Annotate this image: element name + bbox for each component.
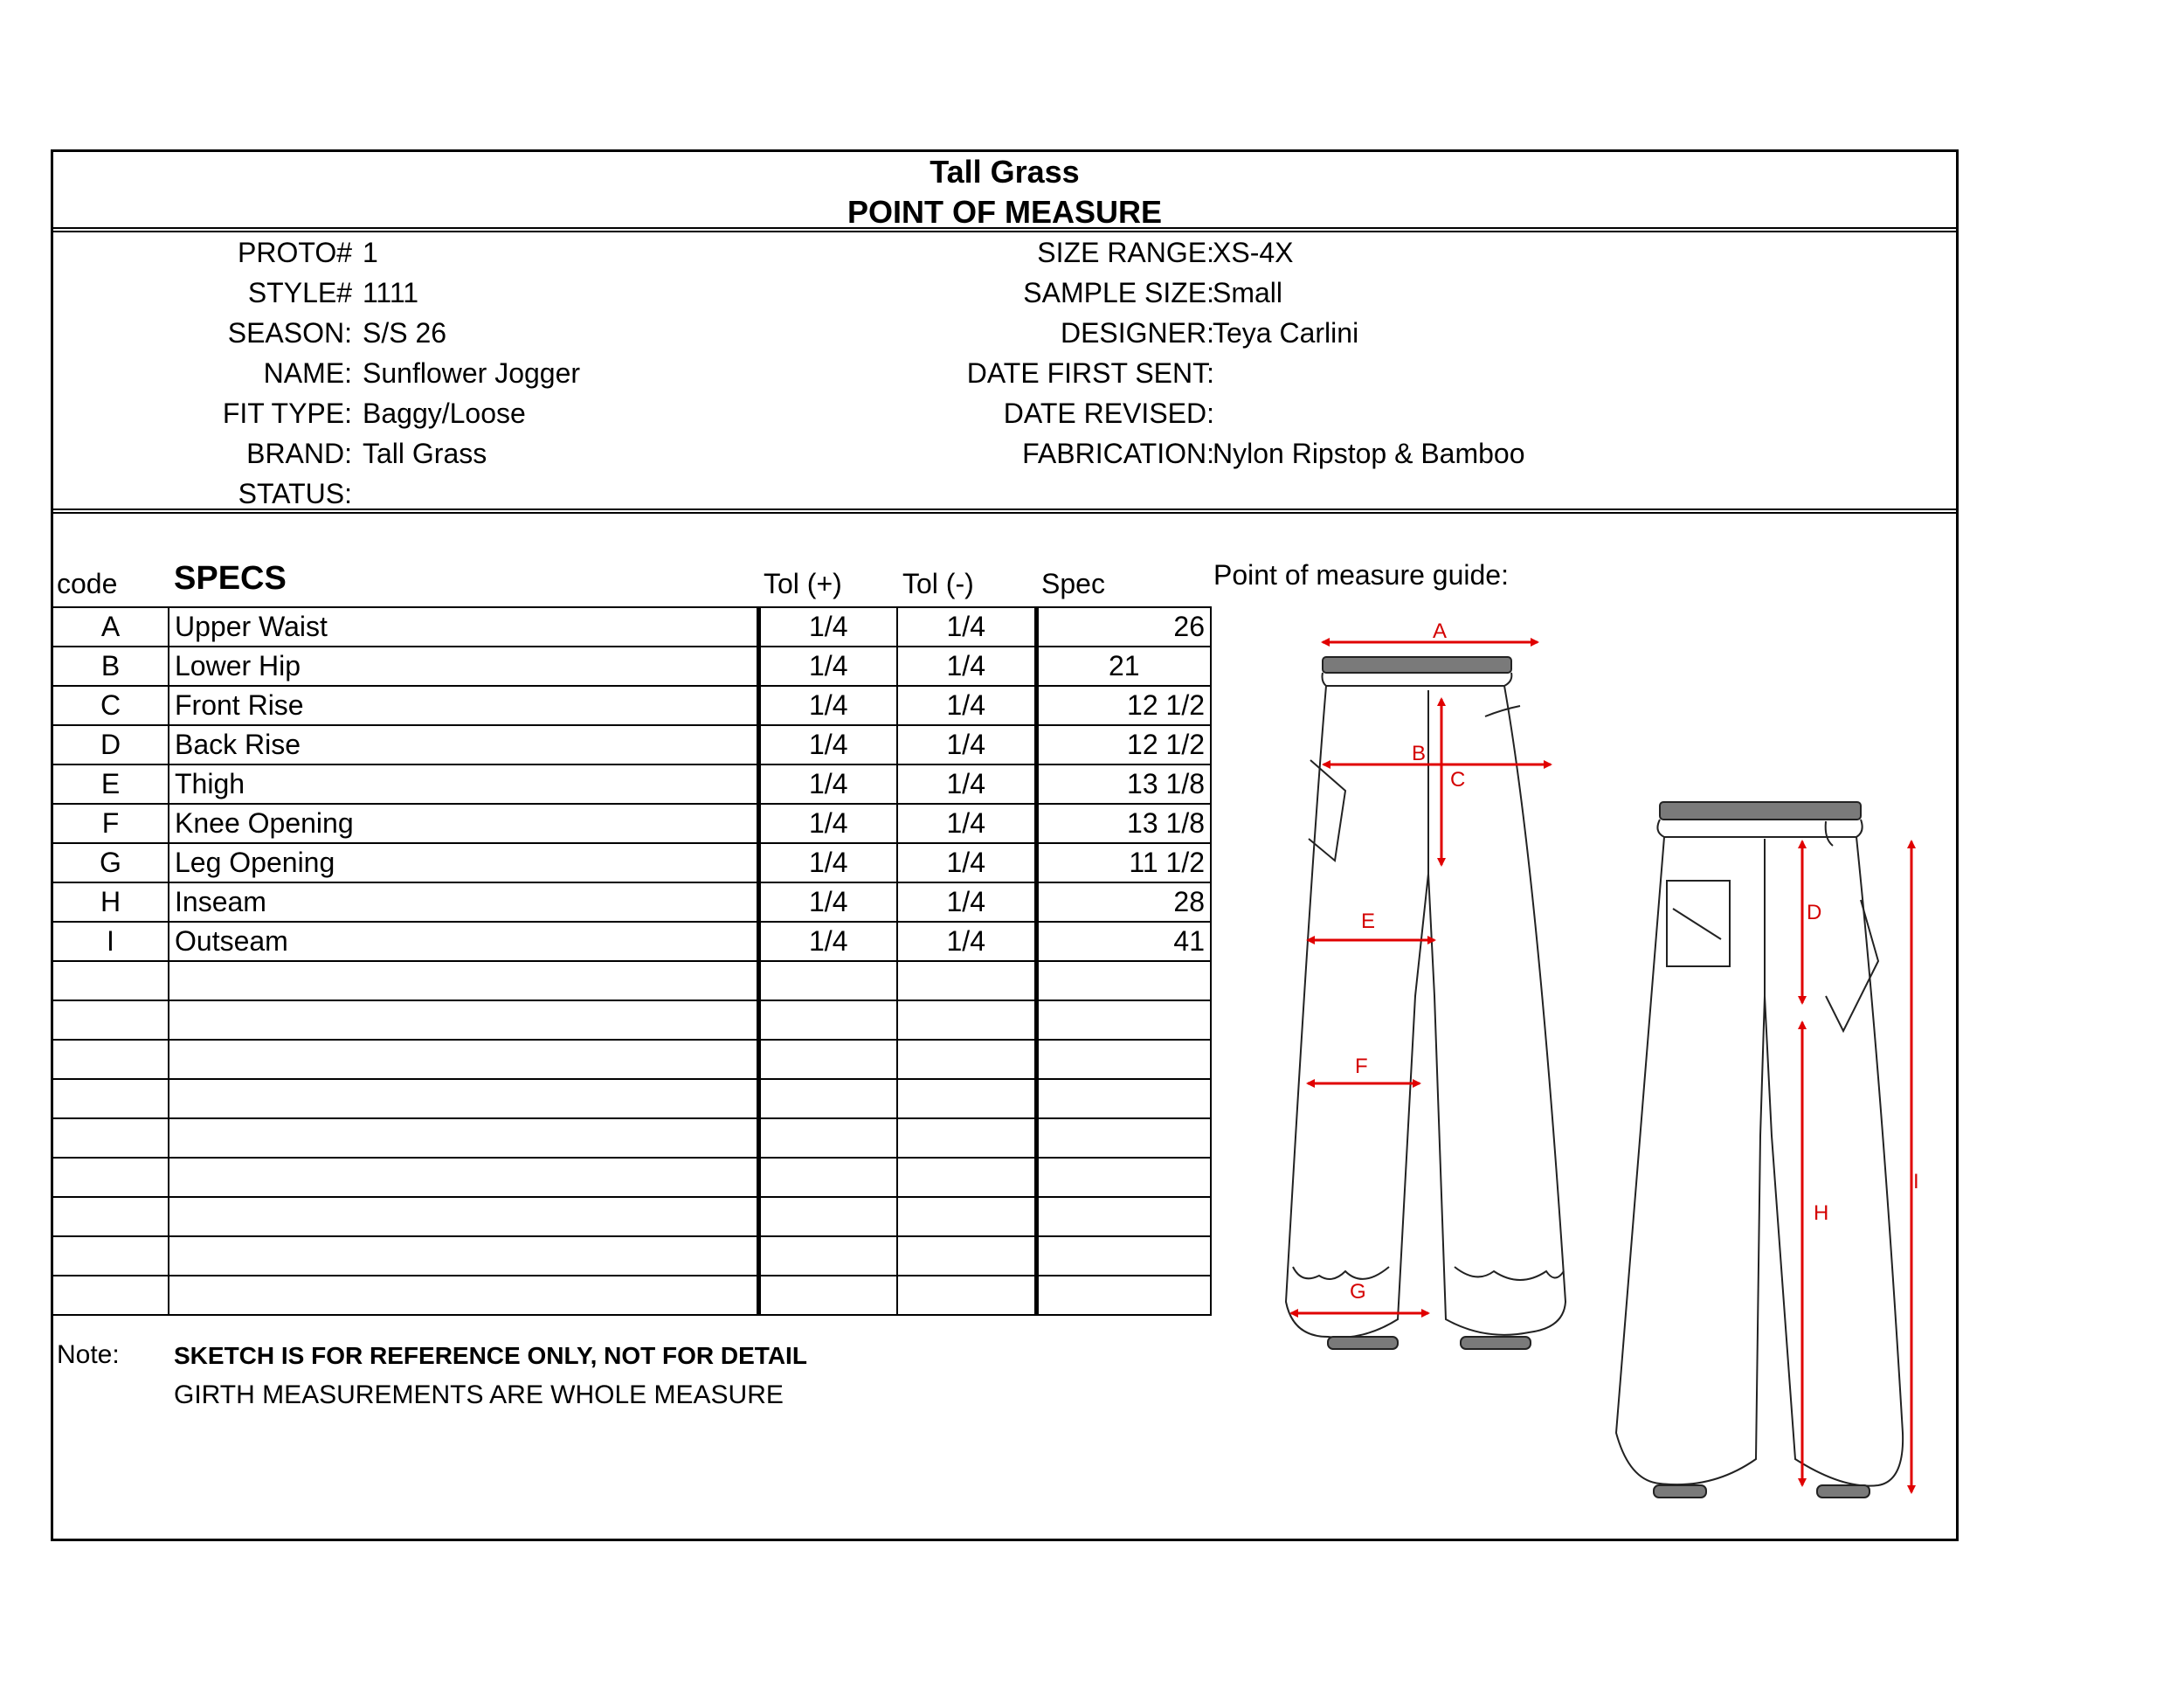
cell-tol-minus: 1/4	[897, 647, 1036, 686]
back-waistband	[1660, 802, 1861, 820]
back-pants-sketch	[1616, 802, 1903, 1498]
fabrication-label: FABRICATION:	[1022, 438, 1214, 469]
cell-tol-minus: 1/4	[897, 922, 1036, 961]
front-left-cuff-gather	[1293, 1267, 1389, 1279]
cell-name: Back Rise	[169, 725, 758, 764]
back-side-pocket	[1826, 900, 1878, 1031]
front-waist-gather	[1323, 673, 1512, 686]
style-value: 1111	[363, 277, 419, 308]
cell-spec: 13 1/8	[1036, 804, 1211, 843]
cell-code: B	[53, 647, 169, 686]
spec-column-header: Spec	[1041, 568, 1105, 599]
label-e: E	[1361, 910, 1376, 933]
cell-code: E	[53, 764, 169, 804]
cell-code: H	[53, 882, 169, 922]
brand-value: Tall Grass	[363, 438, 487, 469]
cell-spec: 21	[1036, 647, 1211, 686]
cell-name: Lower Hip	[169, 647, 758, 686]
proto-label: PROTO#	[238, 237, 352, 268]
label-d: D	[1807, 901, 1822, 924]
proto-value: 1	[363, 237, 378, 268]
cell-code: C	[53, 686, 169, 725]
season-value: S/S 26	[363, 317, 447, 349]
cell-tol-minus: 1/4	[897, 804, 1036, 843]
cell-tol-minus: 1/4	[897, 843, 1036, 882]
season-label: SEASON:	[227, 317, 352, 349]
back-drawcord	[1826, 821, 1833, 846]
code-column-header: code	[57, 568, 118, 599]
cell-spec: 26	[1036, 607, 1211, 647]
cell-code: G	[53, 843, 169, 882]
date-revised-label: DATE REVISED:	[1003, 398, 1214, 429]
back-pants-outline	[1616, 837, 1903, 1486]
designer-value: Teya Carlini	[1213, 317, 1359, 349]
cell-tol-plus: 1/4	[758, 647, 897, 686]
document-title: POINT OF MEASURE	[847, 194, 1163, 230]
fit-type-label: FIT TYPE:	[222, 398, 352, 429]
cell-name: Knee Opening	[169, 804, 758, 843]
cell-tol-plus: 1/4	[758, 725, 897, 764]
cell-name: Leg Opening	[169, 843, 758, 882]
front-right-cuff-gather	[1455, 1267, 1564, 1280]
cell-tol-plus: 1/4	[758, 843, 897, 882]
cell-tol-plus: 1/4	[758, 607, 897, 647]
cell-spec: 12 1/2	[1036, 686, 1211, 725]
cell-code: A	[53, 607, 169, 647]
front-right-cuff	[1461, 1337, 1531, 1349]
note-line-2: GIRTH MEASUREMENTS ARE WHOLE MEASURE	[174, 1380, 784, 1409]
cell-spec: 41	[1036, 922, 1211, 961]
name-value: Sunflower Jogger	[363, 357, 581, 389]
note-line-1: SKETCH IS FOR REFERENCE ONLY, NOT FOR DETAIL	[174, 1342, 807, 1369]
cell-spec: 13 1/8	[1036, 764, 1211, 804]
front-left-cuff	[1328, 1337, 1398, 1349]
label-f: F	[1355, 1055, 1368, 1078]
cell-tol-minus: 1/4	[897, 607, 1036, 647]
cell-spec: 28	[1036, 882, 1211, 922]
cell-code: D	[53, 725, 169, 764]
front-waistband	[1323, 657, 1511, 673]
back-pocket-zip	[1673, 909, 1721, 939]
label-c: C	[1450, 768, 1466, 792]
front-pants-outline	[1286, 686, 1565, 1338]
style-label: STYLE#	[247, 277, 352, 308]
label-h: H	[1814, 1201, 1829, 1225]
cell-code: F	[53, 804, 169, 843]
cell-tol-minus: 1/4	[897, 725, 1036, 764]
label-g: G	[1350, 1280, 1366, 1304]
back-waist-gather	[1657, 820, 1862, 837]
label-a: A	[1433, 619, 1448, 643]
cell-tol-plus: 1/4	[758, 882, 897, 922]
cell-tol-plus: 1/4	[758, 922, 897, 961]
designer-label: DESIGNER:	[1060, 317, 1214, 349]
brand-title: Tall Grass	[930, 154, 1080, 190]
cell-code: I	[53, 922, 169, 961]
size-range-label: SIZE RANGE:	[1037, 237, 1214, 268]
date-first-sent-label: DATE FIRST SENT:	[966, 357, 1214, 389]
name-label: NAME:	[263, 357, 352, 389]
label-i: I	[1913, 1170, 1919, 1193]
label-b: B	[1412, 742, 1427, 765]
cell-name: Inseam	[169, 882, 758, 922]
brand-label: BRAND:	[246, 438, 352, 469]
guide-title: Point of measure guide:	[1213, 559, 1509, 591]
cell-tol-minus: 1/4	[897, 764, 1036, 804]
size-range-value: XS-4X	[1213, 237, 1294, 268]
cell-name: Front Rise	[169, 686, 758, 725]
front-pocket-mark	[1485, 706, 1520, 716]
cell-tol-plus: 1/4	[758, 764, 897, 804]
fabrication-value: Nylon Ripstop & Bamboo	[1213, 438, 1525, 469]
cell-name: Upper Waist	[169, 607, 758, 647]
status-label: STATUS:	[238, 478, 352, 509]
cell-spec: 11 1/2	[1036, 843, 1211, 882]
cell-spec: 12 1/2	[1036, 725, 1211, 764]
cell-tol-plus: 1/4	[758, 804, 897, 843]
cell-name: Thigh	[169, 764, 758, 804]
cell-tol-minus: 1/4	[897, 686, 1036, 725]
back-pocket	[1667, 881, 1730, 966]
specs-column-header: SPECS	[174, 560, 287, 597]
tol-plus-column-header: Tol (+)	[764, 568, 842, 599]
back-right-cuff	[1817, 1485, 1870, 1498]
fit-type-value: Baggy/Loose	[363, 398, 526, 429]
note-label: Note:	[57, 1340, 120, 1369]
cell-name: Outseam	[169, 922, 758, 961]
back-left-cuff	[1654, 1485, 1706, 1498]
cell-tol-plus: 1/4	[758, 686, 897, 725]
sample-size-label: SAMPLE SIZE:	[1023, 277, 1214, 308]
tol-minus-column-header: Tol (-)	[902, 568, 974, 599]
measure-arrows	[1291, 642, 1911, 1492]
sample-size-value: Small	[1213, 277, 1283, 308]
cell-tol-minus: 1/4	[897, 882, 1036, 922]
